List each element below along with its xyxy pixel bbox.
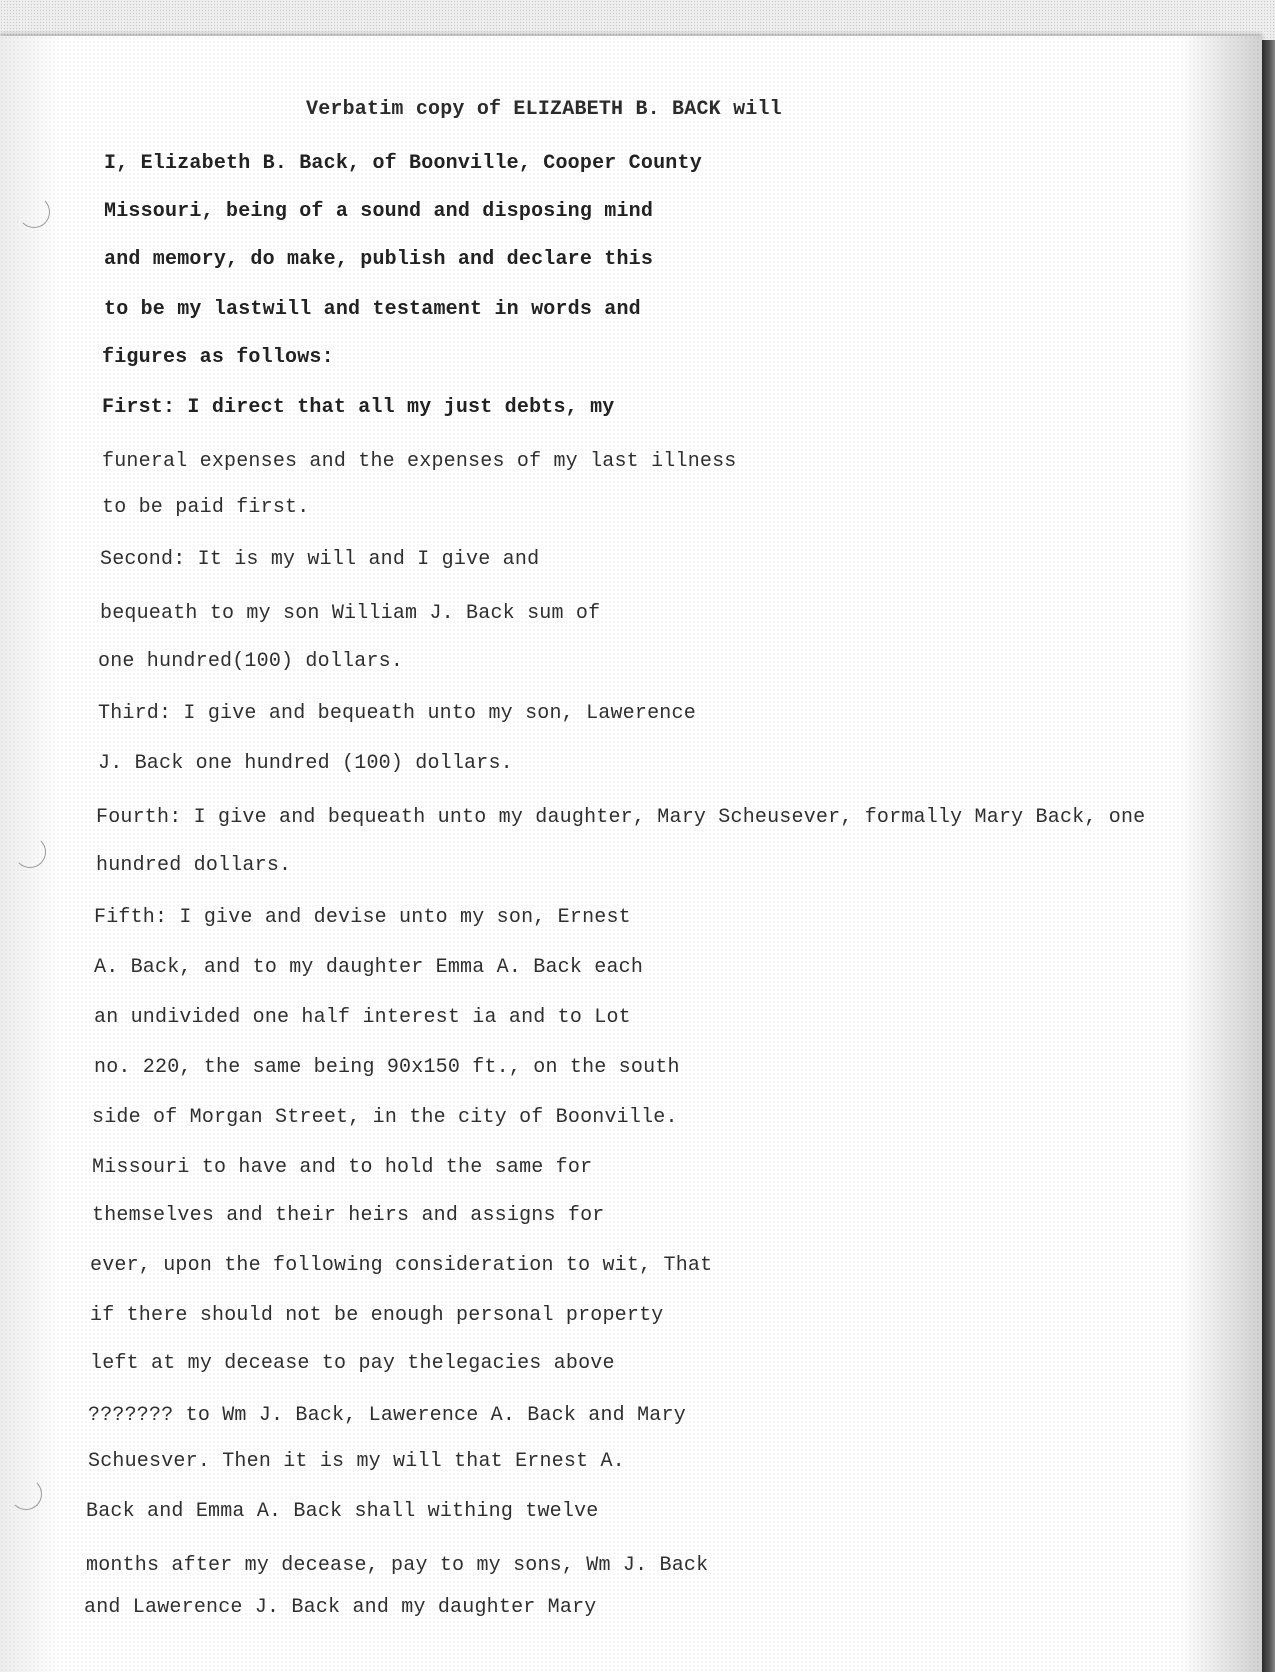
text-line: Fifth: I give and devise unto my son, Ernest	[94, 906, 631, 929]
text-line: J. Back one hundred (100) dollars.	[98, 752, 513, 775]
text-line: Missouri to have and to hold the same for	[92, 1156, 593, 1179]
text-line: themselves and their heirs and assigns for	[92, 1204, 605, 1227]
text-line: A. Back, and to my daughter Emma A. Back each	[94, 956, 644, 979]
text-line: funeral expenses and the expenses of my last illness	[102, 450, 737, 473]
text-line: to be paid first.	[102, 496, 310, 519]
text-line: bequeath to my son William J. Back sum of	[100, 602, 601, 625]
text-line: Missouri, being of a sound and disposing mind	[104, 200, 654, 223]
text-line: months after my decease, pay to my sons, Wm J. Back	[86, 1554, 709, 1577]
text-line: Third: I give and bequeath unto my son, Lawerence	[98, 702, 696, 725]
text-line: and Lawerence J. Back and my daughter Mary	[84, 1596, 597, 1619]
punch-hole-mark	[14, 836, 46, 868]
text-line: to be my lastwill and testament in words and	[104, 298, 641, 321]
punch-hole-mark	[18, 196, 50, 228]
text-line: ??????? to Wm J. Back, Lawerence A. Back and Mary	[88, 1404, 686, 1427]
text-line: ever, upon the following consideration to wit, That	[90, 1254, 713, 1277]
text-line: no. 220, the same being 90x150 ft., on the south	[94, 1056, 680, 1079]
text-line: I, Elizabeth B. Back, of Boonville, Cooper County	[104, 152, 702, 175]
text-line: an undivided one half interest ia and to Lot	[94, 1006, 631, 1029]
text-line: Back and Emma A. Back shall withing twelve	[86, 1500, 599, 1523]
text-line: Schuesver. Then it is my will that Ernest A.	[88, 1450, 625, 1473]
text-line: First: I direct that all my just debts, my	[102, 396, 615, 419]
text-line: hundred dollars.	[96, 854, 292, 877]
text-line: Fourth: I give and bequeath unto my daughter, Mary Scheusever, formally Mary Back, one	[96, 806, 1146, 829]
document-title: Verbatim copy of ELIZABETH B. BACK will	[306, 98, 782, 121]
text-line: if there should not be enough personal property	[90, 1304, 664, 1327]
page-edge-shadow	[1262, 40, 1275, 1672]
text-line: left at my decease to pay thelegacies above	[90, 1352, 615, 1375]
text-line: figures as follows:	[102, 346, 334, 369]
text-line: one hundred(100) dollars.	[98, 650, 404, 673]
text-line: Second: It is my will and I give and	[100, 548, 540, 571]
punch-hole-mark	[10, 1478, 42, 1510]
text-line: and memory, do make, publish and declare this	[104, 248, 654, 271]
text-line: side of Morgan Street, in the city of Boonville.	[92, 1106, 678, 1129]
